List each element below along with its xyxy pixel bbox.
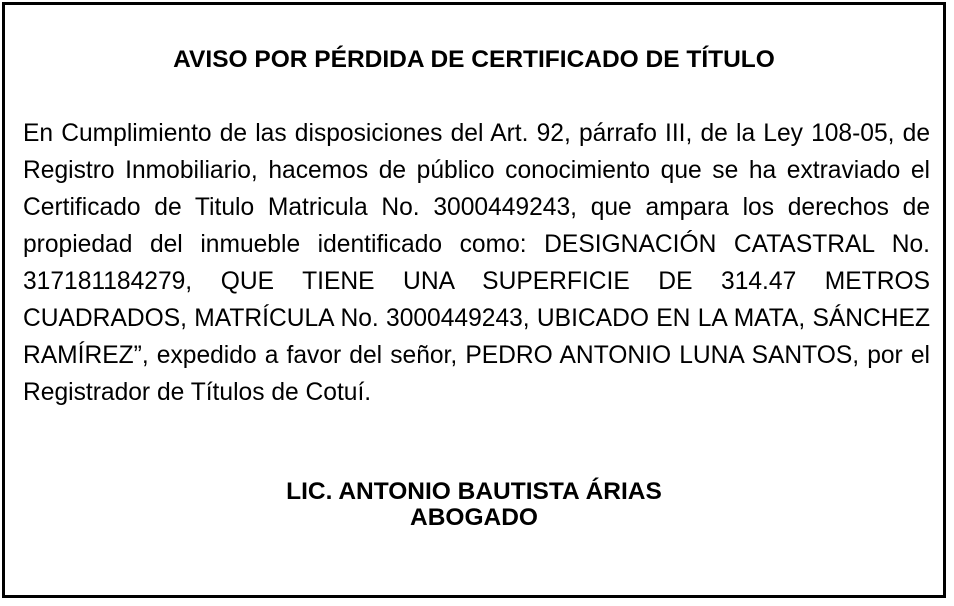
notice-title: AVISO POR PÉRDIDA DE CERTIFICADO DE TÍTULO [173,46,775,73]
notice-frame [2,2,946,598]
signer-name: LIC. ANTONIO BAUTISTA ÁRIAS [286,478,662,505]
notice-body: En Cumplimiento de las disposiciones del Art. 92, párrafo III, de la Ley 108-05, de Registro Inmobiliario, hacemos de público conocimiento que se ha extraviado el Certificado de Titulo Matricula No. 3000449243, que ampara los derechos de propiedad del inmueble identificado como: DESIGNACIÓN CATASTRAL No. 317181184279, QUE TIENE UNA SUPERFICIE DE 314.47 METROS CUADRADOS, MATRÍCULA No. 3000449243, UBICADO EN LA MATA, SÁNCHEZ RAMÍREZ”, expedido a favor del señor, PEDRO ANTONIO LUNA SANTOS, por el Registrador de Títulos de Cotuí. [23,120,930,406]
signer-title: ABOGADO [410,504,538,531]
signature-block [5,479,943,531]
